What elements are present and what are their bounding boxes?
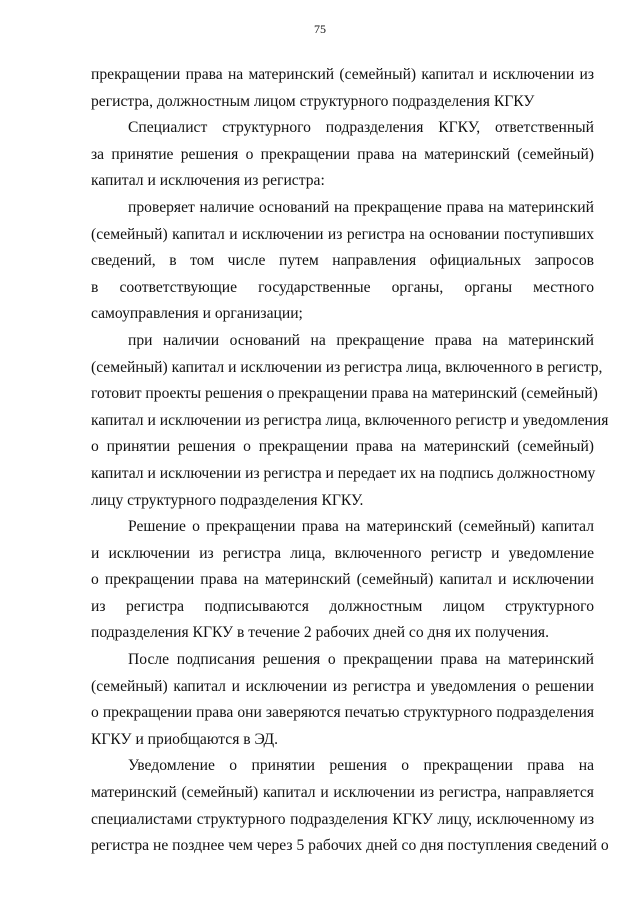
text-line: самоуправления и организации;	[91, 305, 303, 323]
text-line: при наличии оснований на прекращение права на материнский	[128, 331, 594, 349]
text-line: капитал и исключении из регистра и передает их на подпись должностному	[91, 464, 596, 482]
text-line: Специалист структурного подразделения КГКУ, ответственный	[128, 119, 594, 137]
paragraph-decision-signing	[91, 514, 594, 647]
text-line: (семейный) капитал и исключении из регистра на основании поступивших	[91, 225, 594, 243]
text-line: о принятии решения о прекращении права на материнский (семейный)	[91, 438, 594, 456]
text-line: материнский (семейный) капитал и исключении из регистра, направляется	[91, 784, 594, 802]
text-line: в соответствующие государственные органы, органы местного	[91, 278, 594, 296]
paragraph-checks-grounds	[91, 195, 594, 328]
text-line: лицу структурного подразделения КГКУ.	[91, 491, 364, 509]
page-number: 75	[314, 22, 326, 36]
text-line: После подписания решения о прекращении права на материнский	[128, 651, 594, 669]
text-line: сведений, в том числе путем направления официальных запросов	[91, 252, 594, 270]
text-line: КГКУ и приобщаются в ЭД.	[91, 730, 279, 748]
text-line: и исключении из регистра лица, включенного регистр и уведомление	[91, 544, 594, 562]
paragraph-after-signing	[91, 647, 594, 753]
text-line: проверяет наличие оснований на прекращение права на материнский	[128, 198, 594, 216]
text-line: капитал и исключения из регистра:	[91, 172, 325, 190]
text-line: прекращении права на материнский (семейный) капитал и исключении из	[91, 66, 594, 83]
text-line: Уведомление о принятии решения о прекращении права на	[128, 757, 594, 775]
text-line: о прекращении права на материнский (семейный) капитал и исключении	[91, 571, 594, 589]
text-line: о прекращении права они заверяются печатью структурного подразделения	[91, 704, 594, 722]
text-line: подразделения КГКУ в течение 2 рабочих дней со дня их получения.	[91, 624, 549, 642]
text-line: регистра, должностным лицом структурного подразделения КГКУ	[91, 92, 535, 110]
paragraph-prepares-drafts	[91, 328, 609, 514]
text-line: капитал и исключении из регистра лица, включенного регистр и уведомления	[91, 411, 609, 429]
paragraph-continuation	[91, 62, 594, 115]
paragraph-specialist	[91, 115, 594, 195]
text-line: (семейный) капитал и исключении из регистра и уведомления о решении	[91, 677, 594, 695]
paragraph-notification	[91, 753, 609, 859]
text-line: из регистра подписываются должностным лицом структурного	[91, 597, 594, 615]
text-line: регистра не позднее чем через 5 рабочих дней со дня поступления сведений о	[91, 837, 609, 855]
document-body	[91, 62, 609, 860]
text-line: готовит проекты решения о прекращении права на материнский (семейный)	[91, 385, 598, 403]
text-line: Решение о прекращении права на материнский (семейный) капитал	[128, 518, 594, 536]
text-line: за принятие решения о прекращении права на материнский (семейный)	[91, 145, 594, 163]
text-line: специалистами структурного подразделения КГКУ лицу, исключенному из	[91, 810, 594, 828]
text-line: (семейный) капитал и исключении из регистра лица, включенного в регистр,	[91, 358, 603, 376]
